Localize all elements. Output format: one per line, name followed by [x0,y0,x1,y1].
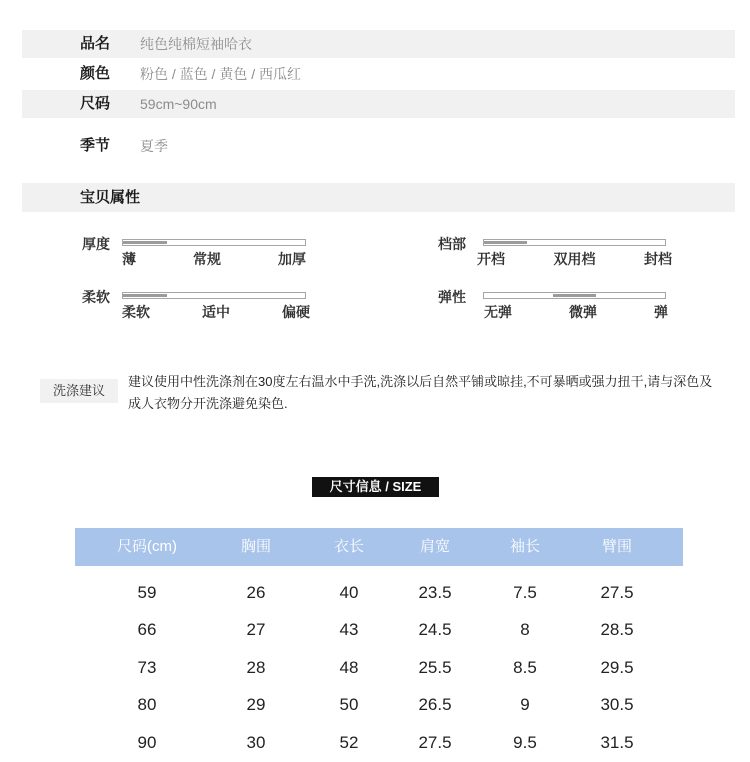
size-table-header [75,528,683,566]
scale-option-label: 加厚 [278,251,306,267]
arm-value: 27.5 [600,583,634,602]
arm-value: 28.5 [600,620,634,640]
washing-label: 洗涤建议 [40,379,118,403]
shoulder-value: 23.5 [418,583,452,602]
column-header-chest: 胸围 [240,538,271,555]
table-row [75,649,683,686]
scale-option-label: 弹 [654,304,668,320]
info-row-name [22,30,735,58]
attributes-section-header [22,183,735,212]
shoulder-value: 27.5 [418,732,452,752]
sleeve-value: 8 [520,620,530,640]
attr-label: 档部 [438,236,466,252]
attributes-title: 宝贝属性 [80,189,141,206]
size-value: 59 [137,583,157,602]
info-row-color [22,60,735,88]
elasticity-scale-bar [483,292,666,299]
thickness-scale-bar [122,239,306,246]
attr-crotch [438,236,738,270]
length-value: 52 [339,732,359,752]
crotch-scale-marker [484,241,527,244]
table-row [75,611,683,648]
scale-option-label: 开档 [477,251,505,267]
attr-label: 柔软 [82,289,110,305]
scale-option-label: 无弹 [484,304,512,320]
attr-softness [82,289,382,323]
scale-option-label: 薄 [122,251,136,267]
info-value: 夏季 [140,138,168,154]
attr-label: 弹性 [438,289,466,305]
attr-elasticity [438,289,738,323]
attr-thickness [82,236,382,270]
column-header-shoulder: 肩宽 [419,538,450,555]
washing-text-line: 成人衣物分开洗涤避免染色. [128,396,288,411]
thickness-scale-marker [123,241,167,244]
length-value: 43 [339,620,359,640]
scale-option-label: 适中 [202,304,230,320]
washing-text-line: 建议使用中性洗涤剂在30度左右温水中手洗,洗涤以后自然平铺或晾挂,不可暴晒或强力扭干,请与深色及 [128,374,713,389]
column-header-size: 尺码(cm) [117,538,177,555]
arm-value: 31.5 [600,732,634,752]
length-value: 40 [339,583,359,602]
softness-scale-marker [123,294,167,297]
scale-option-label: 封档 [644,251,672,267]
arm-value: 30.5 [600,695,634,715]
size-value: 90 [137,732,157,752]
info-row-season [22,132,735,160]
info-label: 颜色 [80,65,111,82]
sleeve-value: 8.5 [513,657,537,677]
chest-value: 30 [246,732,266,752]
sleeve-value: 9.5 [513,732,537,752]
table-row [75,724,683,761]
info-label: 品名 [80,35,111,52]
scale-option-label: 常规 [193,251,221,267]
shoulder-value: 24.5 [418,620,452,640]
softness-scale-bar [122,292,306,299]
shoulder-value: 25.5 [418,657,452,677]
table-row [75,686,683,723]
chest-value: 27 [246,620,266,640]
chest-value: 29 [246,695,266,715]
shoulder-value: 26.5 [418,695,452,715]
info-label: 尺码 [80,95,111,112]
size-table-body [75,574,683,761]
column-header-arm: 臂围 [601,538,632,555]
info-row-size [22,90,735,118]
sleeve-value: 9 [520,695,530,715]
chest-value: 28 [246,657,266,677]
scale-option-label: 微弹 [569,304,597,320]
attr-label: 厚度 [82,236,110,252]
info-value: 纯色纯棉短袖哈衣 [140,36,252,52]
sleeve-value: 7.5 [513,583,537,602]
length-value: 48 [339,657,359,677]
scale-option-label: 柔软 [122,304,150,320]
info-label: 季节 [80,137,111,154]
chest-value: 26 [246,583,266,602]
crotch-options [477,251,672,267]
column-header-sleeve: 袖长 [509,538,540,555]
length-value: 50 [339,695,359,715]
scale-option-label: 偏硬 [282,304,310,320]
size-info-badge: 尺寸信息 / SIZE [312,477,439,497]
column-header-length: 衣长 [333,538,364,555]
size-value: 73 [137,657,157,677]
crotch-scale-bar [483,239,666,246]
scale-option-label: 双用档 [553,251,596,267]
thickness-options [122,251,306,267]
info-value: 粉色 / 蓝色 / 黄色 / 西瓜红 [140,66,302,82]
size-value: 66 [137,620,157,640]
elasticity-options [484,304,668,320]
info-value: 59cm~90cm [140,96,217,112]
softness-options [122,304,310,320]
elasticity-scale-marker [553,294,596,297]
size-value: 80 [137,695,157,715]
table-row [75,574,683,611]
arm-value: 29.5 [600,657,634,677]
